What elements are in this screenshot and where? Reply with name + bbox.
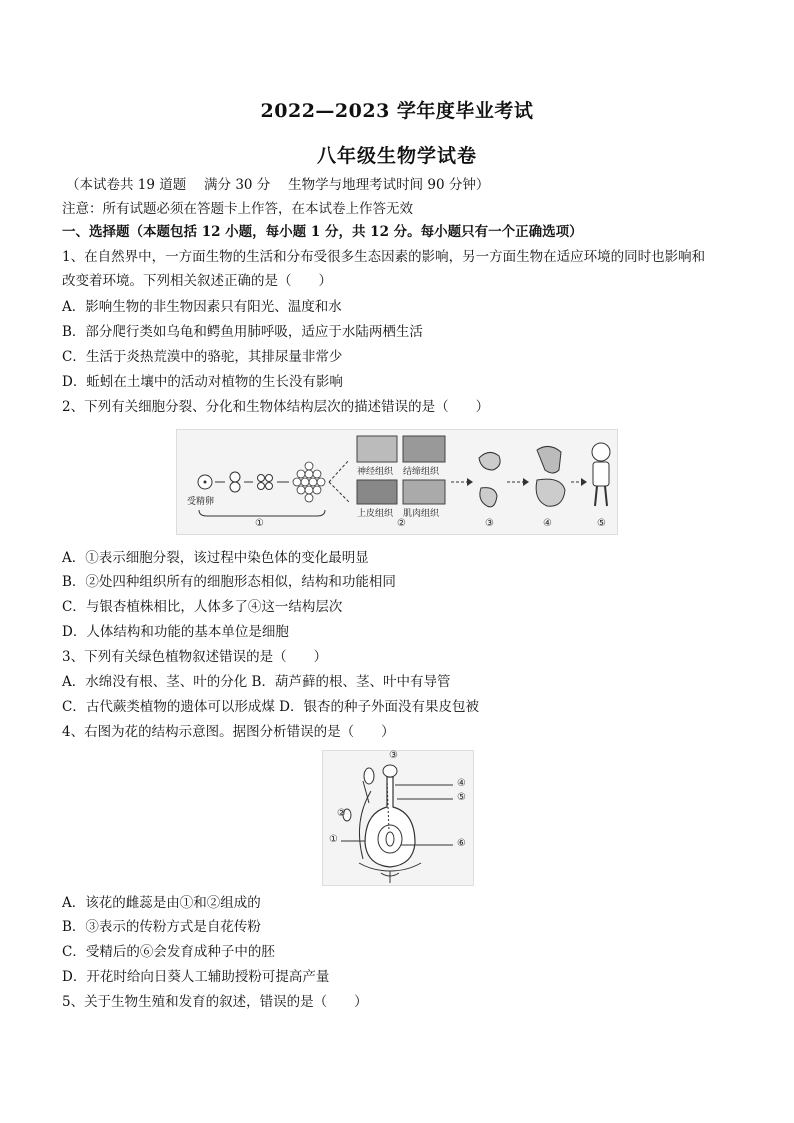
flower-marker-4: ④ (457, 778, 466, 789)
exam-notice: 注意：所有试题必须在答题卡上作答，在本试卷上作答无效 (62, 201, 413, 217)
q2-stem: 2、下列有关细胞分裂、分化和生物体结构层次的描述错误的是（ ） (62, 399, 490, 415)
q4-stem: 4、右图为花的结构示意图。据图分析错误的是（ ） (62, 724, 395, 740)
flower-marker-6: ⑥ (457, 838, 466, 849)
label-zygote: 受精卵 (187, 497, 215, 507)
q1-option-c: C．生活于炎热荒漠中的骆驼，其排尿量非常少 (62, 349, 343, 365)
q1-stem-line1: 1、在自然界中，一方面生物的生活和分布受很多生态因素的影响，另一方面生物在适应环境的同时也影响和 (62, 249, 706, 265)
marker-1: ① (255, 518, 264, 529)
flower-marker-2: ② (337, 808, 346, 819)
q4-option-c: C．受精后的⑥会发育成种子中的胚 (62, 944, 275, 960)
section-heading: 一、选择题（本题包括 12 小题，每小题 1 分，共 12 分。每小题只有一个正确选项） (62, 224, 583, 240)
marker-2: ② (397, 518, 406, 529)
marker-5: ⑤ (597, 518, 606, 529)
q1-option-b: B．部分爬行类如乌龟和鳄鱼用肺呼吸，适应于水陆两栖生活 (62, 324, 423, 340)
q4-option-d: D．开花时给向日葵人工辅助授粉可提高产量 (62, 969, 330, 985)
q3-options-cd: C．古代蕨类植物的遗体可以形成煤 D．银杏的种子外面没有果皮包被 (62, 699, 479, 715)
flower-marker-1: ① (329, 834, 338, 845)
label-muscle-tissue: 肌肉组织 (403, 509, 440, 519)
q4-option-a: A．该花的雌蕊是由①和②组成的 (62, 895, 261, 911)
flower-marker-5: ⑤ (457, 792, 466, 803)
cell-hierarchy-figure (176, 429, 618, 535)
q4-option-b: B．③表示的传粉方式是自花传粉 (62, 919, 261, 935)
q3-stem: 3、下列有关绿色植物叙述错误的是（ ） (62, 649, 328, 665)
exam-title: 2022—2023 学年度毕业考试 (260, 100, 534, 122)
q1-option-d: D．蚯蚓在土壤中的活动对植物的生长没有影响 (62, 374, 343, 390)
q2-option-d: D．人体结构和功能的基本单位是细胞 (62, 624, 289, 640)
label-epithelial-tissue: 上皮组织 (357, 509, 394, 519)
q2-option-a: A．①表示细胞分裂，该过程中染色体的变化最明显 (62, 550, 369, 566)
q3-options-ab: A．水绵没有根、茎、叶的分化 B．葫芦藓的根、茎、叶中有导管 (62, 674, 451, 690)
q1-stem-line2: 改变着环境。下列相关叙述正确的是（ ） (62, 273, 332, 289)
q2-option-b: B．②处四种组织所有的细胞形态相似，结构和功能相同 (62, 574, 396, 590)
marker-3: ③ (485, 518, 494, 529)
q1-option-a: A．影响生物的非生物因素只有阳光、温度和水 (62, 299, 342, 315)
label-connective-tissue: 结缔组织 (403, 467, 440, 477)
exam-info: （本试卷共 19 道题 满分 30 分 生物学与地理考试时间 90 分钟） (66, 177, 490, 193)
label-nerve-tissue: 神经组织 (357, 467, 394, 477)
q5-stem: 5、关于生物生殖和发育的叙述，错误的是（ ） (62, 994, 368, 1010)
q2-option-c: C．与银杏植株相比，人体多了④这一结构层次 (62, 599, 343, 615)
exam-subtitle: 八年级生物学试卷 (316, 145, 477, 167)
flower-structure-figure (322, 750, 474, 886)
flower-marker-3: ③ (389, 750, 398, 761)
marker-4: ④ (543, 518, 552, 529)
